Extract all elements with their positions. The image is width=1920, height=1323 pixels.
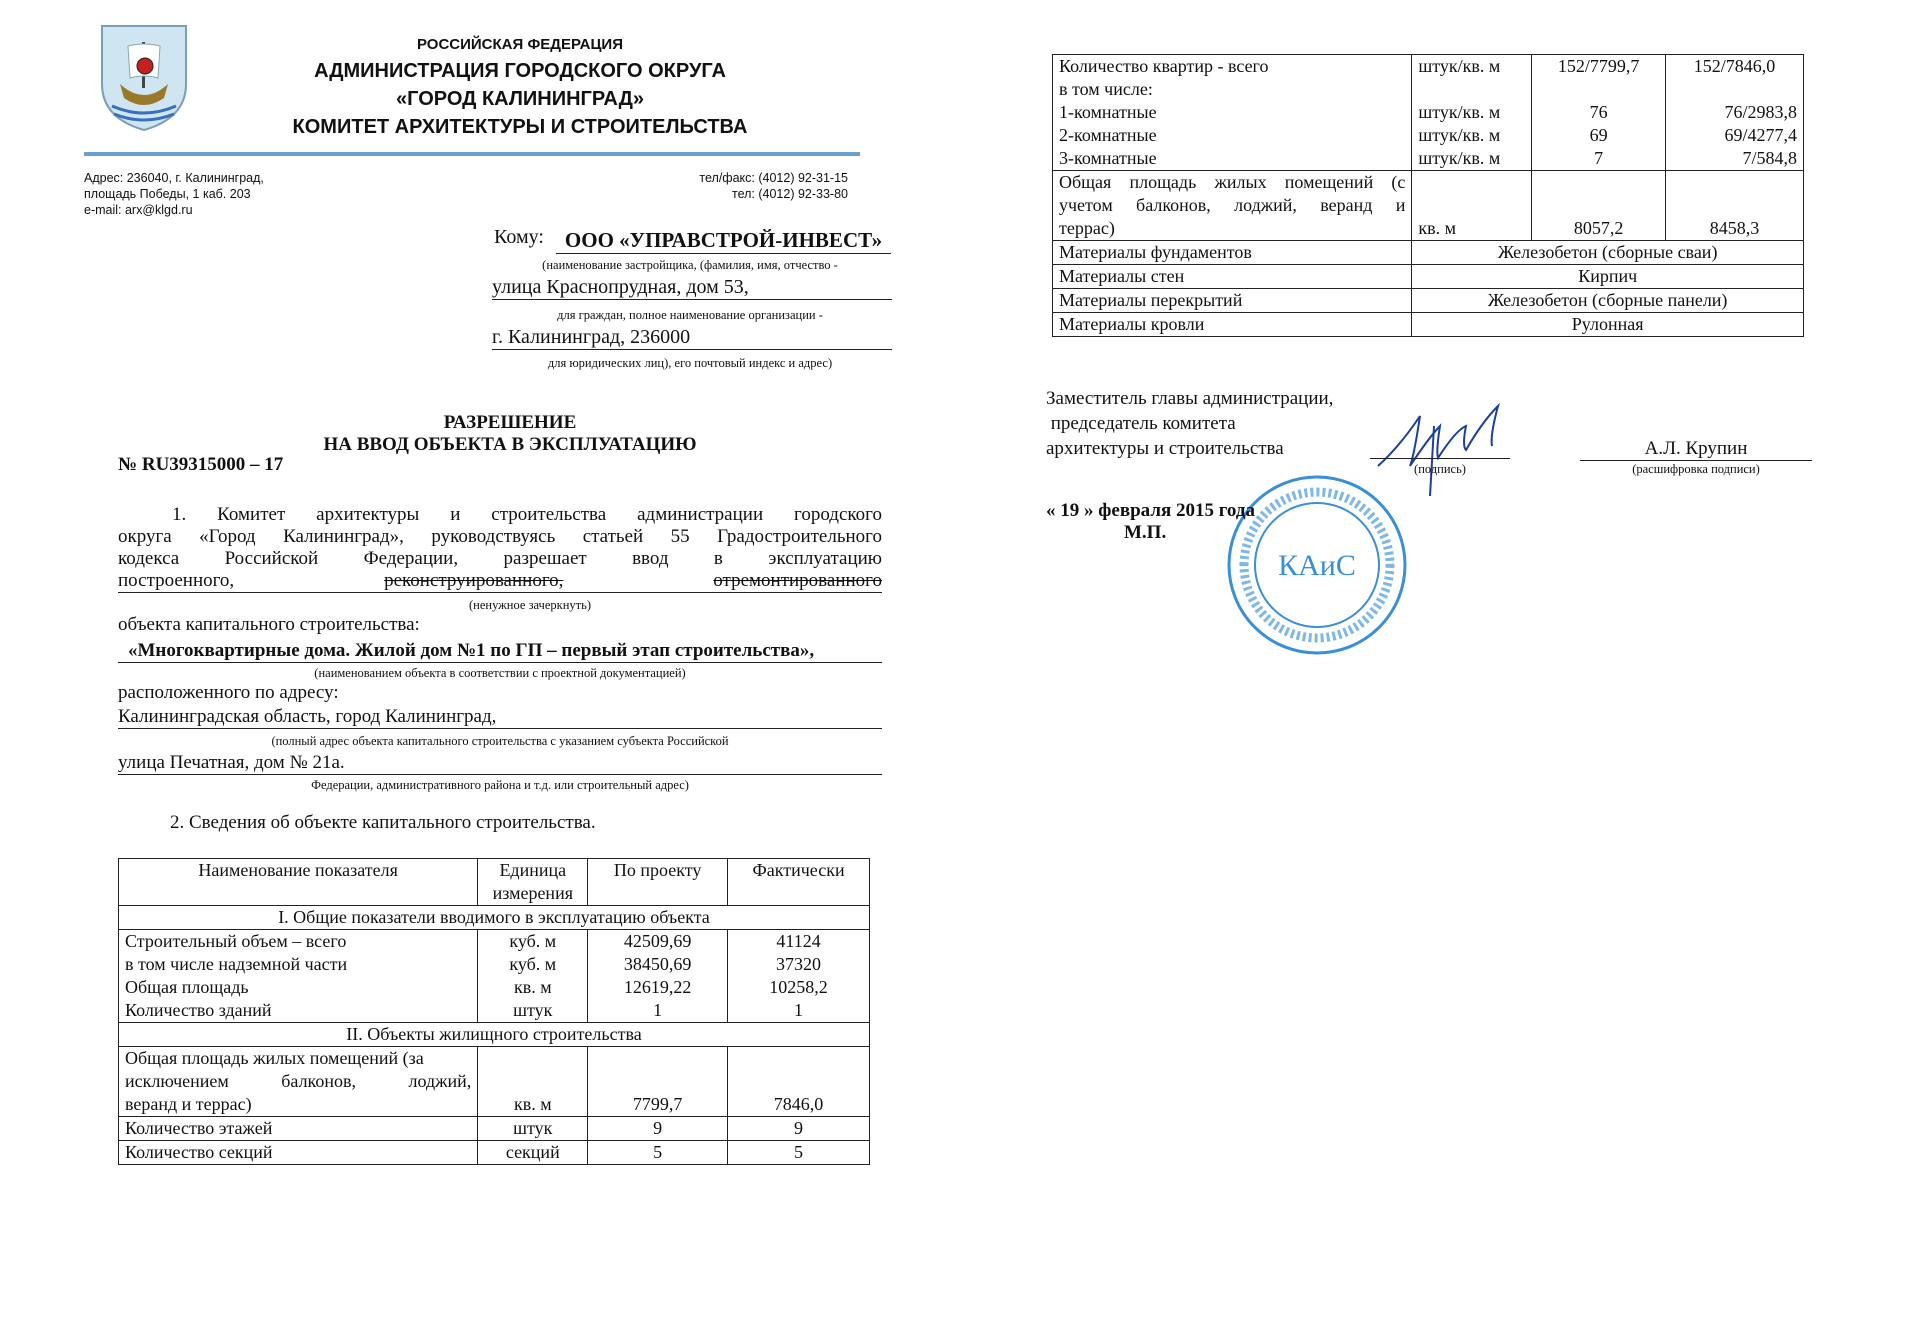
table-row: Материалы перекрытий Железобетон (сборные панели) [1053,289,1804,313]
signature-line [1370,458,1510,459]
table-row: Количество секций секций 5 5 [119,1141,870,1165]
col-header-unit: Единица измерения [478,859,588,906]
located-label: расположенного по адресу: [118,682,339,703]
signatory-name: А.Л. Крупин [1580,438,1812,461]
built-options [118,570,882,593]
stamp-place: М.П. [1124,522,1167,543]
signatory-name-caption: (расшифровка подписи) [1632,462,1760,476]
country-title: РОССИЙСКАЯ ФЕДЕРАЦИЯ [416,36,623,53]
option-built: построенного, [118,570,235,591]
permit-number: № RU39315000 – 17 [118,454,284,475]
recipient-caption3: для юридических лиц), его почтовый индекс и адрес) [547,356,833,370]
document-subtitle: НА ВВОД ОБЪЕКТА В ЭКСПЛУАТАЦИЮ [323,434,697,455]
group-header-general: I. Общие показатели вводимого в эксплуатацию объекта [119,906,870,930]
address-caption-1: (полный адрес объекта капитального строительства с указанием субъекта Российской [271,734,729,748]
group-header-housing: II. Объекты жилищного строительства [119,1023,870,1047]
issue-date: « 19 » февраля 2015 года [1046,500,1255,521]
object-caption: (наименованием объекта в соответствии с проектной документацией) [314,666,686,680]
phone1: тел/факс: (4012) 92-31-15 [699,171,848,185]
address-line-2: улица Печатная, дом № 21а. [118,752,882,775]
address-line1: Адрес: 236040, г. Калининград, [84,171,264,185]
table-row: Материалы стен Кирпич [1053,265,1804,289]
object-label: объекта капитального строительства: [118,614,420,635]
document-title: РАЗРЕШЕНИЕ [443,412,577,433]
committee-title: КОМИТЕТ АРХИТЕКТУРЫ И СТРОИТЕЛЬСТВА [292,116,748,138]
phone-block [560,170,848,202]
section2-heading: 2. Сведения об объекте капитального строительства. [170,812,596,833]
section1-paragraph: 1. Комитет архитектуры и строительства администрации городского округа «Город Калининград», руководствуясь статьей 55 Градостроительного кодекса Российской Федерации, разрешает ввод в эксплуатацию построенного, реконструированного, отремонтированного [118,504,882,591]
address-line-1: Калининградская область, город Калининград, [118,706,882,729]
admin-title-line2: «ГОРОД КАЛИНИНГРАД» [396,88,644,110]
admin-title-line1: АДМИНИСТРАЦИЯ ГОРОДСКОГО ОКРУГА [314,60,726,82]
address-line2: площадь Победы, 1 каб. 203 [84,187,251,201]
to-label: Кому: [494,226,544,248]
phone2: тел: (4012) 92-33-80 [731,187,848,201]
recipient-caption2: для граждан, полное наименование организации - [557,308,823,322]
recipient-street: улица Краснопрудная, дом 53, [492,276,892,300]
col-header-name: Наименование показателя [119,859,478,906]
object-info-table [118,858,870,1165]
address-caption-2: Федерации, административного района и т.д. или строительный адрес) [311,778,689,792]
option-reconstructed: реконструированного, [384,570,564,591]
table-header-row [119,859,870,906]
table-row: Материалы фундаментов Железобетон (сборные сваи) [1053,241,1804,265]
object-name: «Многоквартирные дома. Жилой дом №1 по ГП – первый этап строительства», [118,640,882,663]
recipient-caption1: (наименование застройщика, (фамилия, имя, отчество - [542,258,838,272]
table-row: Материалы кровли Рулонная [1053,313,1804,337]
col-header-plan: По проекту [588,859,728,906]
table-row: Общая площадь жилых помещений (с учетом балконов, лоджий, веранд и террас) кв. м 8057,2 8458,3 [1053,171,1804,241]
table-row: Общая площадь жилых помещений (за исключением балконов, лоджий, веранд и террас) кв. м 7799,7 7846,0 [119,1047,870,1117]
coat-of-arms-logo [98,22,190,132]
table-row: Строительный объем – всего в том числе надземной части Общая площадь Количество зданий куб. м куб. м кв. м штук 42509,69 38450,69 12619,22 1 41124 37320 10258,2 1 [119,930,870,1023]
option-repaired: отремонтированного [713,570,882,591]
table-row: Количество квартир - всего в том числе: 1-комнатные 2-комнатные 3-комнатные штук/кв. м штук/кв. м штук/кв. м штук/кв. м 152/7799,7 76 69 7 152/7846,0 76/2983,8 69/4277,4 7/584,8 [1053,55,1804,171]
recipient-name: ООО «УПРАВСТРОЙ-ИНВЕСТ» [556,228,891,254]
col-header-fact: Фактически [728,859,870,906]
address-block [84,170,264,218]
email: e-mail: arx@klgd.ru [84,203,193,217]
signature-caption: (подпись) [1414,462,1466,476]
cross-out-note: (ненужное зачеркнуть) [469,598,591,612]
recipient-city: г. Калининград, 236000 [492,326,892,350]
table-row: Количество этажей штук 9 9 [119,1117,870,1141]
stamp-text: КАиС [1278,549,1356,582]
signatory-position: Заместитель главы администрации, председатель комитета архитектуры и строительства [1046,388,1334,459]
apartments-table [1052,54,1804,337]
header-divider [84,152,860,156]
